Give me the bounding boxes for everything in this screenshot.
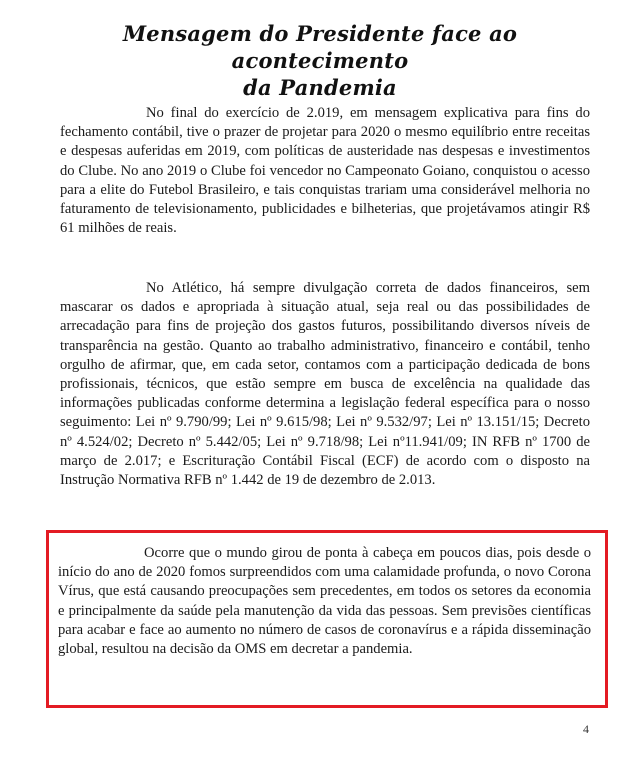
title-line-1: Mensagem do Presidente face ao acontecimento	[122, 21, 518, 73]
paragraph-financial-transparency: No Atlético, há sempre divulgação correta de dados financeiros, sem mascarar os dados e apropriada à situação atual, seja real ou das possibilidades de arrecadação para fins de projeção dos gastos futuros, possibilitando diversos níveis de transparência na gestão. Quanto ao trabalho administrativo, financeiro e contábil, tenho orgulho de afirmar, que, em cada setor, contamos com a participação dedicada de bons profissionais, técnicos, que estão sempre em busca de excelência na qualidade das informações publicadas conforme determina a legislação federal específica para o nosso seguimento: Lei nº 9.790/99; Lei nº 9.615/98; Lei nº 9.532/97; Lei nº 13.151/15; Decreto nº 4.524/02; Decreto nº 5.442/05; Lei nº 9.718/98; Lei nº11.941/09; IN RFB nº 1700 de março de 2.017; e Escrituração Contábil Fiscal (ECF) de acordo com o disposto na Instrução Normativa RFB nº 1.442 de 19 de dezembro de 2.013.	[60, 280, 590, 489]
page-number: 4	[583, 722, 589, 736]
title-line-2: da Pandemia	[243, 75, 397, 100]
paragraph-pandemic: Ocorre que o mundo girou de ponta à cabeça em poucos dias, pois desde o início do ano de 2020 fomos surpreendidos com uma calamidade profunda, o novo Corona Vírus, que está causando preocupações sem precedentes, em todos os setores da economia e principalmente da saúde pela manutenção da vida das pessoas. Sem previsões científicas para acabar e face ao aumento no número de casos de coronavírus e a rápida disseminação global, resultou na decisão da OMS em decretar a pandemia.	[58, 545, 591, 658]
paragraph-fiscal-projection: No final do exercício de 2.019, em mensagem explicativa para fins do fechamento contábil, tive o prazer de projetar para 2020 o mesmo equilíbrio entre receitas e despesas auferidas em 2019, com políticas de austeridade nas despesas e investimentos do Clube. No ano 2019 o Clube foi vencedor no Campeonato Goiano, conquistou o acesso para a elite do Futebol Brasileiro, e tais conquistas trariam uma considerável melhoria no faturamento de televisionamento, publicidades e bilheterias, que projetávamos atingir R$ 61 milhões de reais.	[60, 105, 590, 237]
page-title	[40, 20, 600, 101]
